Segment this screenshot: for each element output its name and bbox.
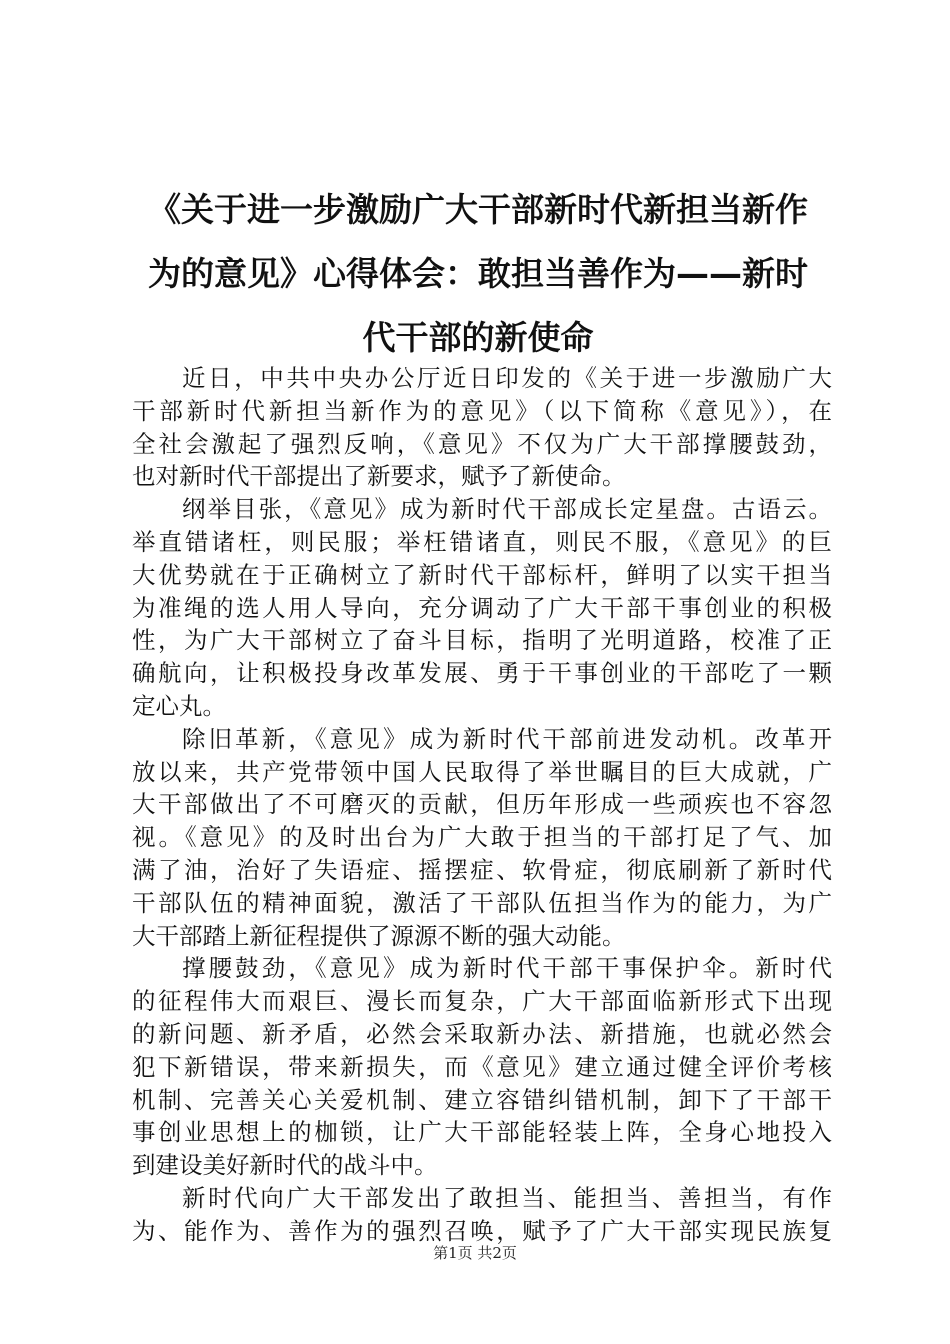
text-line: 视。《意见》的及时出台为广大敢于担当的干部打足了气、加 [132,823,832,852]
text-line: 为准绳的选人用人导向，充分调动了广大干部干事创业的积极 [132,593,832,622]
document-body [132,362,832,1248]
text-line: 干部队伍的精神面貌，激活了干部队伍担当作为的能力，为广 [132,888,832,917]
text-line: 撑腰鼓劲，《意见》成为新时代干部干事保护伞。新时代 [182,954,832,983]
text-line: 为、能作为、善作为的强烈召唤，赋予了广大干部实现民族复 [132,1216,832,1245]
text-line: 的征程伟大而艰巨、漫长而复杂，广大干部面临新形式下出现 [132,987,832,1016]
text-line: 满了油，治好了失语症、摇摆症、软骨症，彻底刷新了新时代 [132,855,832,884]
text-line: 的新问题、新矛盾，必然会采取新办法、新措施，也就必然会 [132,1019,832,1048]
text-line: 确航向，让积极投身改革发展、勇于干事创业的干部吃了一颗 [132,659,832,688]
title-line: 代干部的新使命 [362,318,594,357]
text-line: 定心丸。 [132,691,226,720]
text-line: 举直错诸枉，则民服；举枉错诸直，则民不服，《意见》的巨 [132,527,832,556]
text-line: 放以来，共产党带领中国人民取得了举世瞩目的巨大成就，广 [132,757,832,786]
text-line: 干部新时代新担当新作为的意见》（以下简称《意见》），在 [132,396,832,425]
text-line: 大干部做出了不可磨灭的贡献，但历年形成一些顽疾也不容忽 [132,790,832,819]
text-line: 近日，中共中央办公厅近日印发的《关于进一步激励广大 [182,364,832,392]
document-title [128,178,828,370]
text-line: 大干部踏上新征程提供了源源不断的强大动能。 [132,921,626,950]
page-number: 第1页 共2页 [433,1244,517,1262]
text-line: 新时代向广大干部发出了敢担当、能担当、善担当，有作 [182,1183,832,1212]
text-line: 除旧革新，《意见》成为新时代干部前进发动机。改革开 [182,724,832,753]
text-line: 到建设美好新时代的战斗中。 [132,1151,438,1180]
text-line: 全社会激起了强烈反响，《意见》不仅为广大干部撑腰鼓劲， [132,429,832,458]
text-line: 性，为广大干部树立了奋斗目标，指明了光明道路，校准了正 [132,626,832,655]
text-line: 纲举目张，《意见》成为新时代干部成长定星盘。古语云。 [182,495,832,524]
text-line: 事创业思想上的枷锁，让广大干部能轻装上阵，全身心地投入 [132,1118,832,1147]
title-line: 《关于进一步激励广大干部新时代新担当新作 [148,190,808,229]
text-line: 也对新时代干部提出了新要求，赋予了新使命。 [132,462,626,491]
text-line: 大优势就在于正确树立了新时代干部标杆，鲜明了以实干担当 [132,560,832,589]
text-line: 机制、完善关心关爱机制、建立容错纠错机制，卸下了干部干 [132,1085,832,1114]
text-line: 犯下新错误，带来新损失，而《意见》建立通过健全评价考核 [132,1052,832,1081]
title-line: 为的意见》心得体会：敢担当善作为——新时 [148,254,808,293]
